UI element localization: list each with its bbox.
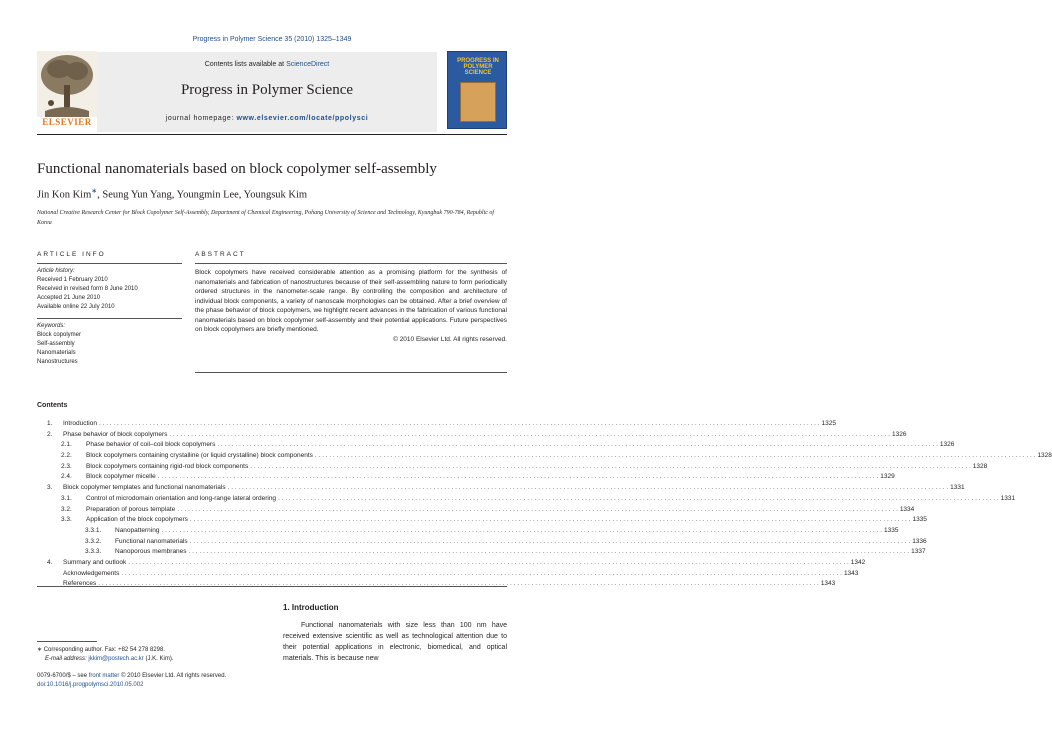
toc-entry-number: 2.1. xyxy=(61,441,72,449)
toc-entry[interactable] xyxy=(37,462,988,473)
keywords-block xyxy=(37,322,187,367)
contents-end-rule xyxy=(37,586,507,587)
journal-homepage-line xyxy=(97,115,437,122)
keywords-label: Keywords: xyxy=(37,323,66,329)
toc-entry-page[interactable]: 1331 xyxy=(1000,494,1016,502)
toc-leader-dots: . . . . . . . . . . . . . . . . . . . . . . . . . . . . . . . . . . . . . . . . . . . . . . . . . . . . . . . . . . . . . . . . . . . . . . . . . . . . . . . . . . . . . . . . . . . . . . . . . . . . . . . . . . . . . . . . . . . . . . . . . . . . . . . . . . . . . . . . . . . . . . . . . . . . . . . . . . . . . . . . . . . . . . . . . . . . . . . . . . . . . . . . . . . . . . . . . . . . . . . . xyxy=(188,548,910,556)
toc-leader-dots: . . . . . . . . . . . . . . . . . . . . . . . . . . . . . . . . . . . . . . . . . . . . . . . . . . . . . . . . . . . . . . . . . . . . . . . . . . . . . . . . . . . . . . . . . . . . . . . . . . . . . . . . . . . . . . . . . . . . . . . . . . . . . . . . . . . . . . . . . . . . . . . . . . . . . . . . . . . . . . . . . . . . . . . . . . . . . . . . . . . . . . . . . . . . . . . . . . . . . . . . xyxy=(227,484,949,492)
email-suffix: (J.K. Kim). xyxy=(143,656,174,662)
toc-entry-page[interactable]: 1326 xyxy=(939,441,955,449)
toc-entry-page[interactable]: 1336 xyxy=(912,537,927,545)
toc-leader-dots: . . . . . . . . . . . . . . . . . . . . . . . . . . . . . . . . . . . . . . . . . . . . . . . . . . . . . . . . . . . . . . . . . . . . . . . . . . . . . . . . . . . . . . . . . . . . . . . . . . . . . . . . . . . . . . . . . . . . . . . . . . . . . . . . . . . . . . . . . . . . . . . . . . . . . . . . . . . . . . . . . . . . . . . . . . . . . . . . . . . . . . . . . . . . . . . . . . . . . . . . xyxy=(250,462,971,470)
toc-entry[interactable] xyxy=(37,419,836,430)
toc-entry[interactable] xyxy=(37,440,955,451)
corresponding-author-footnote xyxy=(37,646,267,664)
toc-entry-number: 3.1. xyxy=(61,494,72,502)
toc-entry-title[interactable]: Phase behavior of coil–coil block copolymers xyxy=(86,441,216,449)
toc-entry[interactable] xyxy=(37,451,1052,462)
abstract-rule xyxy=(195,263,507,264)
toc-entry-page[interactable]: 1328 xyxy=(972,462,988,470)
toc-entry-number: 3.3.3. xyxy=(85,548,102,556)
toc-entry-page[interactable]: 1342 xyxy=(850,558,866,566)
toc-entry[interactable] xyxy=(37,558,866,569)
bottom-reference xyxy=(37,672,337,690)
toc-entry-number: 3.2. xyxy=(61,505,72,513)
homepage-prefix: journal homepage: xyxy=(165,115,237,122)
toc-entry-number: 3. xyxy=(47,484,53,492)
toc-entry-title[interactable]: Phase behavior of block copolymers xyxy=(63,430,168,438)
history-revised: Received in revised form 8 June 2010 xyxy=(37,286,138,292)
abstract-text: Block copolymers have received considerable attention as a promising platform for the synthesis of nanomaterials and fabrication of nanostructures because of their self-assembling nature to form periodically ordered structures in the nanometer-scale range. By controlling the composition and architecture of individual block components, a variety of nanoscale morphologies can be obtained. After a brief overview of the phase behavior of block copolymers, we highlight recent advances in the fabrication of various functional nanomaterials based on block copolymer self-assembly and their potential applications. Future perspectives on block copolymers are briefly mentioned. xyxy=(195,269,507,333)
article-history xyxy=(37,267,187,312)
cover-title: PROGRESS IN POLYMER SCIENCE xyxy=(457,58,499,76)
toc-leader-dots: . . . . . . . . . . . . . . . . . . . . . . . . . . . . . . . . . . . . . . . . . . . . . . . . . . . . . . . . . . . . . . . . . . . . . . . . . . . . . . . . . . . . . . . . . . . . . . . . . . . . . . . . . . . . . . . . . . . . . . . . . . . . . . . . . . . . . . . . . . . . . . . . . . . . . . . . . . . . . . . . . . . . . . . . . . . . . . . . . . . . . . . . . . . . . . . . . . . . . . . . xyxy=(169,430,890,438)
footnote-mark: ∗ xyxy=(37,647,43,653)
toc-entry-title[interactable]: Block copolymers containing crystalline (or liquid crystalline) block components xyxy=(86,452,313,460)
toc-entry-page[interactable]: 1329 xyxy=(880,473,895,481)
toc-entry-title[interactable]: Block copolymer micelle xyxy=(86,473,156,481)
journal-title: Progress in Polymer Science xyxy=(180,82,354,98)
article-info-rule xyxy=(37,263,182,264)
elsevier-wordmark: ELSEVIER xyxy=(42,117,92,127)
toc-entry-page[interactable]: 1343 xyxy=(843,569,859,577)
article-info-heading: ARTICLE INFO xyxy=(37,251,106,258)
other-authors: , Seung Yun Yang, Youngmin Lee, Youngsuk Kim xyxy=(97,189,308,201)
keyword-item: Self-assembly xyxy=(37,341,75,347)
author-list xyxy=(37,187,307,201)
author-email-link[interactable]: jkkim@postech.ac.kr xyxy=(88,656,144,662)
toc-leader-dots: . . . . . . . . . . . . . . . . . . . . . . . . . . . . . . . . . . . . . . . . . . . . . . . . . . . . . . . . . . . . . . . . . . . . . . . . . . . . . . . . . . . . . . . . . . . . . . . . . . . . . . . . . . . . . . . . . . . . . . . . . . . . . . . . . . . . . . . . . . . . . . . . . . . . . . . . . . . . . . . . . . . . . . . . . . . . . . . . . . . . . . . . . . . . . . . . . . . . . . . . xyxy=(189,537,911,545)
author-affiliation: National Creative Research Center for Block Copolymer Self-Assembly, Department of Chemical Engineering, Pohang University of Science and Technology, Kyungbuk 790-784, Republic of Korea xyxy=(37,210,495,226)
toc-leader-dots: . . . . . . . . . . . . . . . . . . . . . . . . . . . . . . . . . . . . . . . . . . . . . . . . . . . . . . . . . . . . . . . . . . . . . . . . . . . . . . . . . . . . . . . . . . . . . . . . . . . . . . . . . . . . . . . . . . . . . . . . . . . . . . . . . . . . . . . . . . . . . . . . . . . . . . . . . . . . . . . . . . . . . . . . . . . . . . . . . . . . . . . . . . . . . . . . . . . . . . . . xyxy=(128,558,849,566)
history-label: Article history: xyxy=(37,268,75,274)
email-label: E-mail address: xyxy=(45,656,87,662)
toc-entry[interactable] xyxy=(37,547,926,558)
toc-leader-dots: . . . . . . . . . . . . . . . . . . . . . . . . . . . . . . . . . . . . . . . . . . . . . . . . . . . . . . . . . . . . . . . . . . . . . . . . . . . . . . . . . . . . . . . . . . . . . . . . . . . . . . . . . . . . . . . . . . . . . . . . . . . . . . . . . . . . . . . . . . . . . . . . . . . . . . . . . . . . . . . . . . . . . . . . . . . . . . . . . . . . . . . . . . . . . . . . . . . . . . . . xyxy=(161,526,883,534)
toc-entry-title[interactable]: Preparation of porous template xyxy=(86,505,176,513)
toc-entry[interactable] xyxy=(37,537,927,548)
toc-entry-title[interactable]: Summary and outlook xyxy=(63,558,127,566)
toc-entry-page[interactable]: 1326 xyxy=(891,430,907,438)
issn-line xyxy=(37,672,337,681)
toc-entry-number: 2. xyxy=(47,430,53,438)
toc-entry-page[interactable]: 1334 xyxy=(899,505,915,513)
toc-leader-dots: . . . . . . . . . . . . . . . . . . . . . . . . . . . . . . . . . . . . . . . . . . . . . . . . . . . . . . . . . . . . . . . . . . . . . . . . . . . . . . . . . . . . . . . . . . . . . . . . . . . . . . . . . . . . . . . . . . . . . . . . . . . . . . . . . . . . . . . . . . . . . . . . . . . . . . . . . . . . . . . . . . . . . . . . . . . . . . . . . . . . . . . . . . . . . . . . . . . . . . . . xyxy=(157,473,879,481)
corresponding-author-line xyxy=(37,646,267,655)
toc-leader-dots: . . . . . . . . . . . . . . . . . . . . . . . . . . . . . . . . . . . . . . . . . . . . . . . . . . . . . . . . . . . . . . . . . . . . . . . . . . . . . . . . . . . . . . . . . . . . . . . . . . . . . . . . . . . . . . . . . . . . . . . . . . . . . . . . . . . . . . . . . . . . . . . . . . . . . . . . . . . . . . . . . . . . . . . . . . . . . . . . . . . . . . . . . . . . . . . . . . . . . . . . xyxy=(217,441,938,449)
toc-entry-page[interactable]: 1335 xyxy=(912,516,927,524)
toc-entry[interactable] xyxy=(37,569,859,580)
toc-entry-number: 3.3.1. xyxy=(85,526,102,534)
toc-entry-number: 1. xyxy=(47,420,53,427)
toc-entry-title[interactable]: Nanopatterning xyxy=(115,526,160,534)
history-online: Available online 22 July 2010 xyxy=(37,304,115,310)
toc-entry-number: 4. xyxy=(47,558,53,566)
history-accepted: Accepted 21 June 2010 xyxy=(37,295,101,301)
toc-entry-number: 3.3. xyxy=(61,516,72,524)
toc-entry-page[interactable]: 1331 xyxy=(950,484,965,492)
issn-prefix: 0079-6700/$ – see xyxy=(37,673,89,679)
toc-leader-dots: . . . . . . . . . . . . . . . . . . . . . . . . . . . . . . . . . . . . . . . . . . . . . . . . . . . . . . . . . . . . . . . . . . . . . . . . . . . . . . . . . . . . . . . . . . . . . . . . . . . . . . . . . . . . . . . . . . . . . . . . . . . . . . . . . . . . . . . . . . . . . . . . . . . . . . . . . . . . . . . . . . . . . . . . . . . . . . . . . . . . . . . . . . . . . . . . . . . . . . . . xyxy=(121,569,842,577)
keyword-item: Nanomaterials xyxy=(37,350,76,356)
toc-entry-page[interactable]: 1328 xyxy=(1037,452,1052,460)
keywords-rule xyxy=(37,318,182,319)
sciencedirect-link[interactable]: ScienceDirect xyxy=(286,61,330,68)
toc-entry-number xyxy=(37,579,63,590)
issn-suffix: © 2010 Elsevier Ltd. All rights reserved. xyxy=(119,673,227,679)
keyword-item: Nanostructures xyxy=(37,359,78,365)
toc-entry-page[interactable]: 1337 xyxy=(911,548,926,556)
toc-entry[interactable] xyxy=(37,505,915,516)
tree-logo-icon xyxy=(37,51,97,117)
toc-entry-title[interactable]: Control of microdomain orientation and long-range lateral ordering xyxy=(86,494,277,502)
toc-entry-title[interactable]: Introduction xyxy=(63,420,97,427)
toc-leader-dots: . . . . . . . . . . . . . . . . . . . . . . . . . . . . . . . . . . . . . . . . . . . . . . . . . . . . . . . . . . . . . . . . . . . . . . . . . . . . . . . . . . . . . . . . . . . . . . . . . . . . . . . . . . . . . . . . . . . . . . . . . . . . . . . . . . . . . . . . . . . . . . . . . . . . . . . . . . . . . . . . . . . . . . . . . . . . . . . . . . . . . . . . . . . . . . . . . . . . . . . . xyxy=(98,580,819,588)
journal-cover-image[interactable] xyxy=(447,51,507,129)
toc-entry[interactable] xyxy=(37,483,965,494)
contents-available-line xyxy=(97,61,437,68)
first-author[interactable]: Jin Kon Kim xyxy=(37,189,92,201)
toc-leader-dots: . . . . . . . . . . . . . . . . . . . . . . . . . . . . . . . . . . . . . . . . . . . . . . . . . . . . . . . . . . . . . . . . . . . . . . . . . . . . . . . . . . . . . . . . . . . . . . . . . . . . . . . . . . . . . . . . . . . . . . . . . . . . . . . . . . . . . . . . . . . . . . . . . . . . . . . . . . . . . . . . . . . . . . . . . . . . . . . . . . . . . . . . . . . . . . . . . . . . . . . . xyxy=(189,516,911,524)
contents-prefix: Contents lists available at xyxy=(204,61,287,68)
toc-leader-dots: . . . . . . . . . . . . . . . . . . . . . . . . . . . . . . . . . . . . . . . . . . . . . . . . . . . . . . . . . . . . . . . . . . . . . . . . . . . . . . . . . . . . . . . . . . . . . . . . . . . . . . . . . . . . . . . . . . . . . . . . . . . . . . . . . . . . . . . . . . . . . . . . . . . . . . . . . . . . . . . . . . . . . . . . . . . . . . . . . . . . . . . . . . . . . . . . . . . . . . . . xyxy=(314,452,1036,460)
toc-entry-page[interactable]: 1335 xyxy=(884,526,899,534)
header-rule xyxy=(37,134,507,135)
cover-illustration xyxy=(460,82,496,122)
toc-entry-title[interactable]: Acknowledgements xyxy=(63,569,120,577)
toc-entry-title[interactable]: Functional nanomaterials xyxy=(115,537,188,545)
toc-entry-page[interactable]: 1325 xyxy=(821,420,836,427)
toc-entry-number: 3.3.2. xyxy=(85,537,102,545)
toc-entry[interactable] xyxy=(37,515,927,526)
introduction-heading: 1. Introduction xyxy=(283,603,339,612)
abstract-body xyxy=(195,268,507,344)
journal-citation-line[interactable]: Progress in Polymer Science 35 (2010) 1325–1349 xyxy=(192,36,352,43)
abstract-heading: ABSTRACT xyxy=(195,251,246,258)
toc-leader-dots: . . . . . . . . . . . . . . . . . . . . . . . . . . . . . . . . . . . . . . . . . . . . . . . . . . . . . . . . . . . . . . . . . . . . . . . . . . . . . . . . . . . . . . . . . . . . . . . . . . . . . . . . . . . . . . . . . . . . . . . . . . . . . . . . . . . . . . . . . . . . . . . . . . . . . . . . . . . . . . . . . . . . . . . . . . . . . . . . . . . . . . . . . . . . . . . . . . . . . . . . xyxy=(177,505,898,513)
corresponding-author-mark[interactable]: ∗ xyxy=(91,187,98,195)
toc-entry-title[interactable]: Nanoporous membranes xyxy=(115,548,187,556)
doi-link[interactable]: doi:10.1016/j.progpolymsci.2010.05.002 xyxy=(37,682,144,688)
toc-entry-title[interactable]: References xyxy=(63,580,97,588)
toc-entry[interactable] xyxy=(37,526,899,537)
toc-entry-number: 2.2. xyxy=(61,452,72,460)
toc-entry-number: 2.4. xyxy=(61,473,72,481)
toc-entry-title[interactable]: Block copolymer templates and functional nanomaterials xyxy=(63,484,226,492)
contents-heading: Contents xyxy=(37,402,68,409)
abstract-end-rule xyxy=(195,372,507,373)
toc-entry[interactable] xyxy=(37,430,907,441)
toc-entry-number: 2.3. xyxy=(61,462,72,470)
toc-entry-title[interactable]: Application of the block copolymers xyxy=(86,516,188,524)
toc-entry[interactable] xyxy=(37,579,836,590)
email-line xyxy=(37,655,267,664)
toc-entry-page[interactable]: 1343 xyxy=(820,580,836,588)
toc-entry[interactable] xyxy=(37,472,895,483)
history-received: Received 1 February 2010 xyxy=(37,277,108,283)
footnote-corresponding: Corresponding author. Fax: +82 54 278 8298. xyxy=(43,647,165,653)
front-matter-link[interactable]: front matter xyxy=(88,673,120,679)
article-title: Functional nanomaterials based on block copolymer self-assembly xyxy=(37,161,437,177)
toc-leader-dots: . . . . . . . . . . . . . . . . . . . . . . . . . . . . . . . . . . . . . . . . . . . . . . . . . . . . . . . . . . . . . . . . . . . . . . . . . . . . . . . . . . . . . . . . . . . . . . . . . . . . . . . . . . . . . . . . . . . . . . . . . . . . . . . . . . . . . . . . . . . . . . . . . . . . . . . . . . . . . . . . . . . . . . . . . . . . . . . . . . . . . . . . . . . . . . . . . . . . . . . . xyxy=(278,494,999,502)
footnote-rule xyxy=(37,641,97,642)
keyword-item: Block copolymer xyxy=(37,332,82,338)
abstract-copyright: © 2010 Elsevier Ltd. All rights reserved. xyxy=(393,335,507,343)
toc-entry[interactable] xyxy=(37,494,1016,505)
table-of-contents xyxy=(37,419,1052,590)
journal-homepage-link[interactable]: www.elsevier.com/locate/ppolysci xyxy=(236,115,369,122)
toc-entry-title[interactable]: Block copolymers containing rigid-rod block components xyxy=(86,462,249,470)
introduction-text: Functional nanomaterials with size less than 100 nm have received extensive scientific as well as technological attention due to their potential applications in electronic, biomedical, and optical materials. This is because new xyxy=(283,622,507,662)
toc-leader-dots: . . . . . . . . . . . . . . . . . . . . . . . . . . . . . . . . . . . . . . . . . . . . . . . . . . . . . . . . . . . . . . . . . . . . . . . . . . . . . . . . . . . . . . . . . . . . . . . . . . . . . . . . . . . . . . . . . . . . . . . . . . . . . . . . . . . . . . . . . . . . . . . . . . . . . . . . . . . . . . . . . . . . . . . . . . . . . . . . . . . . . . . . . . . . . . . . . . . . . . . . xyxy=(98,420,820,427)
toc-entry-number xyxy=(37,569,63,580)
